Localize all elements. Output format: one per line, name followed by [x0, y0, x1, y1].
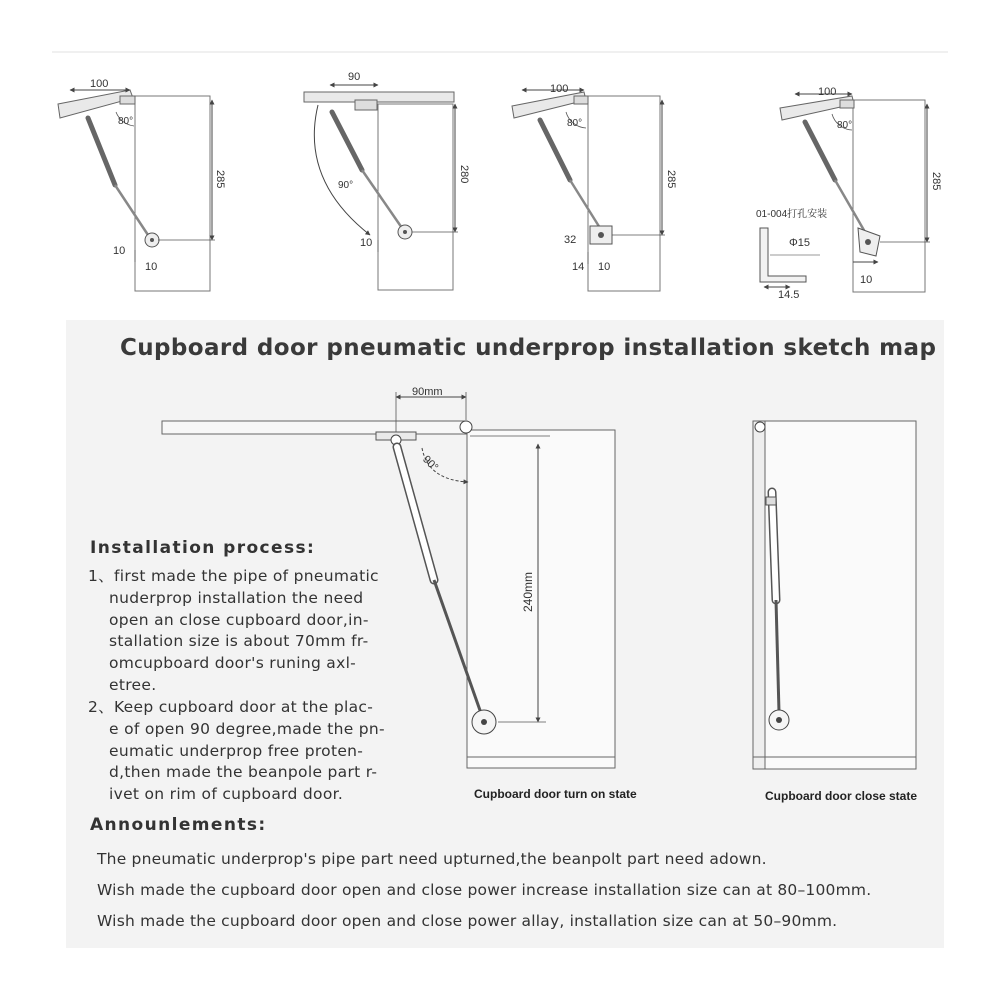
main-angle-label: 90° — [420, 453, 441, 474]
step2-line: ivet on rim of cupboard door. — [109, 785, 344, 804]
process-heading: Installation process: — [90, 538, 316, 558]
top1-angle-label: 80° — [118, 116, 134, 127]
step1-line: omcupboard door's runing axl- — [109, 654, 357, 673]
top3-offset-b: 14 — [572, 261, 585, 273]
step2-line: 2、Keep cupboard door at the plac- — [88, 698, 374, 716]
main-width-label: 90mm — [412, 386, 443, 398]
top3-offset-c: 10 — [598, 261, 611, 273]
step1-line: open an close cupboard door,in- — [109, 610, 369, 629]
step1-line: 1、first made the pipe of pneumatic — [88, 567, 379, 585]
top1-offset-a: 10 — [113, 245, 126, 257]
announcement-line: The pneumatic underprop's pipe part need upturned,the beanpolt part need adown. — [97, 850, 767, 868]
top2-angle-label: 90° — [338, 180, 354, 191]
top4-angle-label: 80° — [837, 120, 853, 131]
top3-width-label: 100 — [550, 83, 569, 95]
step1-line: nuderprop installation the need — [109, 588, 364, 607]
top2-height-label: 280 — [458, 165, 470, 184]
top-diagram-3 — [512, 90, 665, 291]
top2-offset-a: 10 — [360, 237, 373, 249]
step2-line: e of open 90 degree,made the pn- — [109, 719, 385, 738]
top-diagram-1 — [58, 90, 215, 291]
step2-line: d,then made the beanpole part r- — [109, 763, 378, 782]
process-step-1 — [88, 566, 379, 697]
top3-offset-a: 32 — [564, 234, 577, 246]
top3-angle-label: 80° — [567, 118, 583, 129]
caption-closed-state: Cupboard door close state — [765, 789, 918, 803]
page-title: Cupboard door pneumatic underprop installation sketch map — [120, 335, 937, 361]
top4-part-code: 01-004打孔安装 — [756, 209, 828, 220]
top2-width-label: 90 — [348, 71, 361, 83]
announcement-line: Wish made the cupboard door open and close power increase installation size can at 80–100mm. — [97, 881, 872, 899]
top4-offset-a: 14.5 — [778, 289, 800, 301]
top3-height-label: 285 — [665, 170, 677, 189]
top1-offset-b: 10 — [145, 261, 158, 273]
announcement-line: Wish made the cupboard door open and close power allay, installation size can at 50–90mm. — [97, 912, 838, 930]
announcements-heading: Announlements: — [90, 815, 267, 835]
top-diagram-2 — [304, 85, 458, 290]
top4-hole-label: Φ15 — [789, 237, 811, 249]
closed-diagram — [753, 421, 916, 769]
step1-line: etree. — [109, 675, 157, 694]
top1-width-label: 100 — [90, 78, 109, 90]
step1-line: stallation size is about 70mm fr- — [109, 632, 369, 651]
top4-offset-b: 10 — [860, 274, 873, 286]
main-length-label: 240mm — [521, 571, 535, 612]
caption-open-state: Cupboard door turn on state — [474, 787, 637, 801]
step2-line: eumatic underprop free proten- — [109, 741, 364, 760]
top1-height-label: 285 — [214, 170, 226, 189]
top4-width-label: 100 — [818, 86, 837, 98]
process-step-2 — [88, 697, 385, 806]
top4-height-label: 285 — [930, 172, 942, 191]
